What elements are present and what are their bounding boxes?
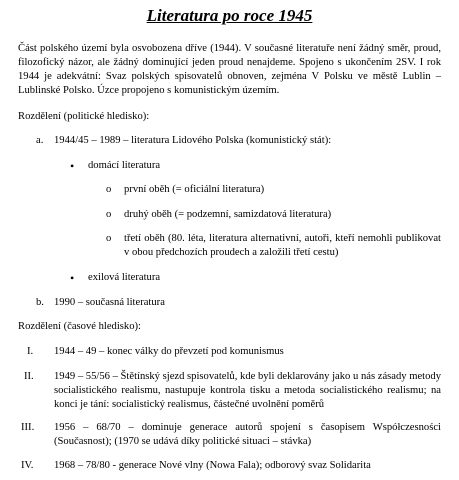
period-contemporary: 1990 – současná literatura: [54, 297, 165, 308]
roman-marker-3: III.: [21, 422, 35, 433]
first-circulation-item: první oběh (= oficiální literatura): [124, 184, 265, 195]
time-division-heading: Rozdělení (časové hledisko):: [18, 321, 141, 332]
roman-marker-2: II.: [24, 371, 34, 382]
bullet-icon: •: [70, 159, 75, 173]
bullet-icon: •: [70, 271, 75, 285]
political-division-heading: Rozdělení (politické hledisko):: [18, 111, 150, 122]
period-item-4: 1968 – 78/80 - generace Nové vlny (Nowa Fala); odborový svaz Solidarita: [54, 460, 371, 471]
period-item-3: 1956 – 68/70 – dominuje generace autorů spojení s časopisem Współczesności (Současnost); (1970 se udává díky politické situaci – stávka): [54, 422, 441, 447]
roman-marker-4: IV.: [21, 460, 34, 471]
roman-marker-1: I.: [27, 346, 34, 357]
document-title: Literatura po roce 1945: [146, 6, 313, 25]
period-item-1: 1944 – 49 – konec války do převzetí pod komunismus: [54, 346, 284, 357]
circle-marker-icon: o: [106, 233, 112, 244]
circle-marker-icon: o: [106, 184, 112, 195]
domestic-literature-label: domácí literatura: [88, 160, 161, 171]
second-circulation-item: druhý oběh (= podzemní, samizdatová literatura): [124, 209, 332, 220]
exile-literature-label: exilová literatura: [88, 272, 161, 283]
circle-marker-icon: o: [106, 209, 112, 220]
third-circulation-item: třetí oběh (80. léta, literatura alternativní, autoři, kteří nemohli publikovat v obou předchozích proudech a založili třetí cestu): [124, 233, 441, 258]
period-item-2: 1949 – 55/56 – Štětínský sjezd spisovatelů, kde byli deklarovány jako u nás zásady metody socialistického realismu, nastupuje kontrola tisku a metoda socialistického realismu; na konci je tání: socialistický realismus, částečné uvolnění poměrů: [54, 371, 441, 410]
list-marker-a: a.: [36, 135, 44, 146]
period-lidove-polsko: 1944/45 – 1989 – literatura Lidového Polska (komunistický stát):: [54, 135, 332, 146]
intro-paragraph: Část polského území byla osvobozena dříve (1944). V současné literatuře není žádný směr, proud, filozofický názor, ale žádný dominující jeden proud nenajdeme. Spojeno s ukončením 2SV. I rok 1944 je adekvátní: Svaz polských spisovatelů obnoven, zejména V Polsku ve městě Lublin – Lublinské Polsko. Úzce propojeno s komunistickým územím.: [18, 43, 441, 96]
list-marker-b: b.: [36, 297, 44, 308]
